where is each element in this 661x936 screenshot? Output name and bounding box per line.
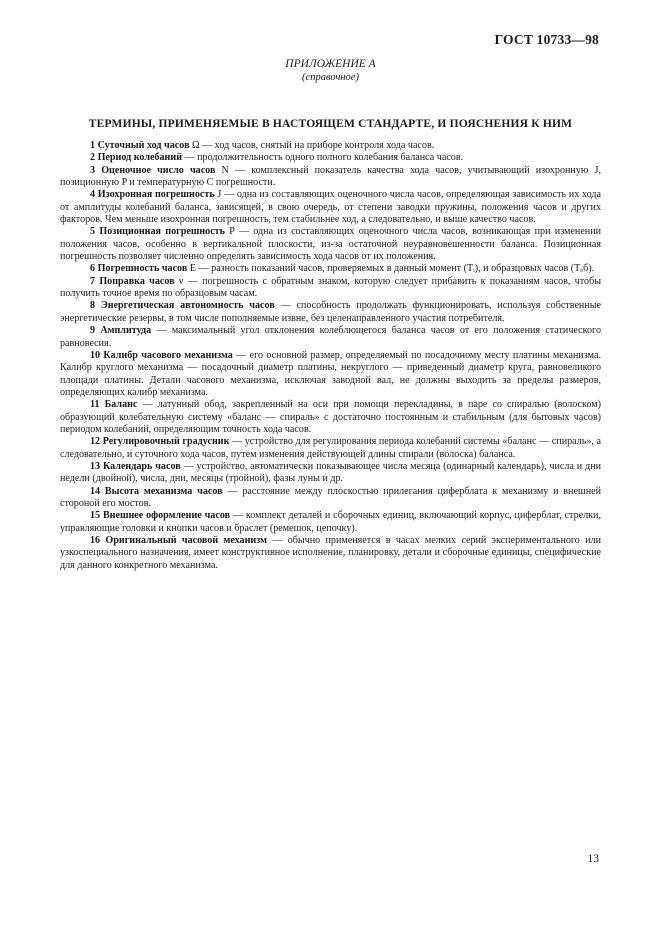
term-paragraph: 8 Энергетическая автономность часов — способность продолжать функционировать, используя собственные энергетические резервы, в том числе пополняемые извне, без целенаправленного участия потребителя. [60, 300, 601, 324]
term-paragraph: 13 Календарь часов — устройство, автоматически показывающее числа месяца (одинарный календарь), числа и дни недели (двойной), числа, дни, месяцы (тройной), фазы луны и др. [60, 460, 601, 485]
section-title: ТЕРМИНЫ, ПРИМЕНЯЕМЫЕ В НАСТОЯЩЕМ СТАНДАРТЕ, И ПОЯСНЕНИЯ К НИМ [88, 118, 573, 130]
page-number: 13 [587, 853, 599, 865]
term-paragraph: 10 Калибр часового механизма — его основной размер, определяемый по посадочному месту платины механизма. Калибр круглого механизма — посадочный диаметр платины, некруглого — приведенный диаметр круга, равновеликого площади платины. Детали часового механизма, исключая заводной вал, не должны выходить за пределы размеров, определяющих калибр механизма. [60, 349, 601, 398]
terms-list [60, 140, 601, 572]
term-paragraph: 16 Оригинальный часовой механизм — обычно применяется в часах мелких серий экспериментального или узкоспециального назначения, имеет конструктивное исполнение, планировку, детали и сборочные единицы, специфические для данного конкретного механизма. [60, 535, 601, 571]
term-paragraph: 1 Суточный ход часов Ω — ход часов, снятый на приборе контроля хода часов. [90, 140, 435, 151]
appendix-subtitle: (справочное) [302, 72, 359, 83]
appendix-title: ПРИЛОЖЕНИЕ А [285, 58, 376, 70]
term-paragraph: 4 Изохронная погрешность J — одна из составляющих оценочного числа часов, определяющая зависимость их хода от амплитуды колебаний баланса, зависящей, в свою очередь, от степени заводки пружины, положения часов и других факторов. Чем меньше изохронная погрешность, тем стабильнее ход, а следовательно, и выше качество часов. [60, 189, 601, 226]
term-paragraph: 2 Период колебаний — продолжительность одного полного колебания баланса часов. [90, 152, 464, 164]
term-paragraph: 6 Погрешность часов E — разность показаний часов, проверяемых в данный момент (Tᵢ), и образцовых часов (Tₒб). [90, 263, 595, 275]
term-paragraph: 3 Оценочное число часов N — комплексный показатель качества хода часов, учитывающий изохронную J, позиционную P и температурную C погрешности. [60, 164, 601, 189]
term-paragraph: 14 Высота механизма часов — расстояние между плоскостью прилегания циферблата к механизму и внешней стороной его мостов. [60, 485, 601, 509]
term-paragraph: 11 Баланс — латунный обод, закрепленный на оси при помощи перекладины, в паре со спиралью (волоском) образующий колебательную систему «баланс — спираль» с достаточно постоянным и стабильным (для бытовых часов) периодом колебаний, определяющим точность хода часов. [60, 399, 601, 435]
term-paragraph: 7 Поправка часов ν — погрешность с обратным знаком, которую следует прибавить к показаниям часов, чтобы получить точное время по образцовым часам. [60, 275, 601, 300]
term-paragraph: 12 Регулировочный градусник — устройство для регулирования периода колебаний системы «баланс — спираль», а следовательно, и суточного хода часов, путем изменения действующей длины спирали (волоска) баланса. [60, 436, 601, 460]
appendix-heading [0, 58, 661, 84]
term-paragraph: 9 Амплитуда — максимальный угол отклонения колеблющегося баланса часов от его положения статического равновесия. [60, 325, 601, 349]
term-paragraph: 15 Внешнее оформление часов — комплект деталей и сборочных единиц, включающий корпус, циферблат, стрелки, управляющие головки и кнопки часов и браслет (ремешок, цепочку). [60, 510, 601, 534]
standard-code: ГОСТ 10733—98 [494, 32, 599, 47]
term-paragraph: 5 Позиционная погрешность P — одна из составляющих оценочного числа часов, возникающая при изменении положения часов, особенно в вертикальной плоскости, из-за остаточной неуравновешенности баланса. Позиционная погрешность позволяет численно определять зависимость хода часов от их положения. [60, 226, 602, 263]
